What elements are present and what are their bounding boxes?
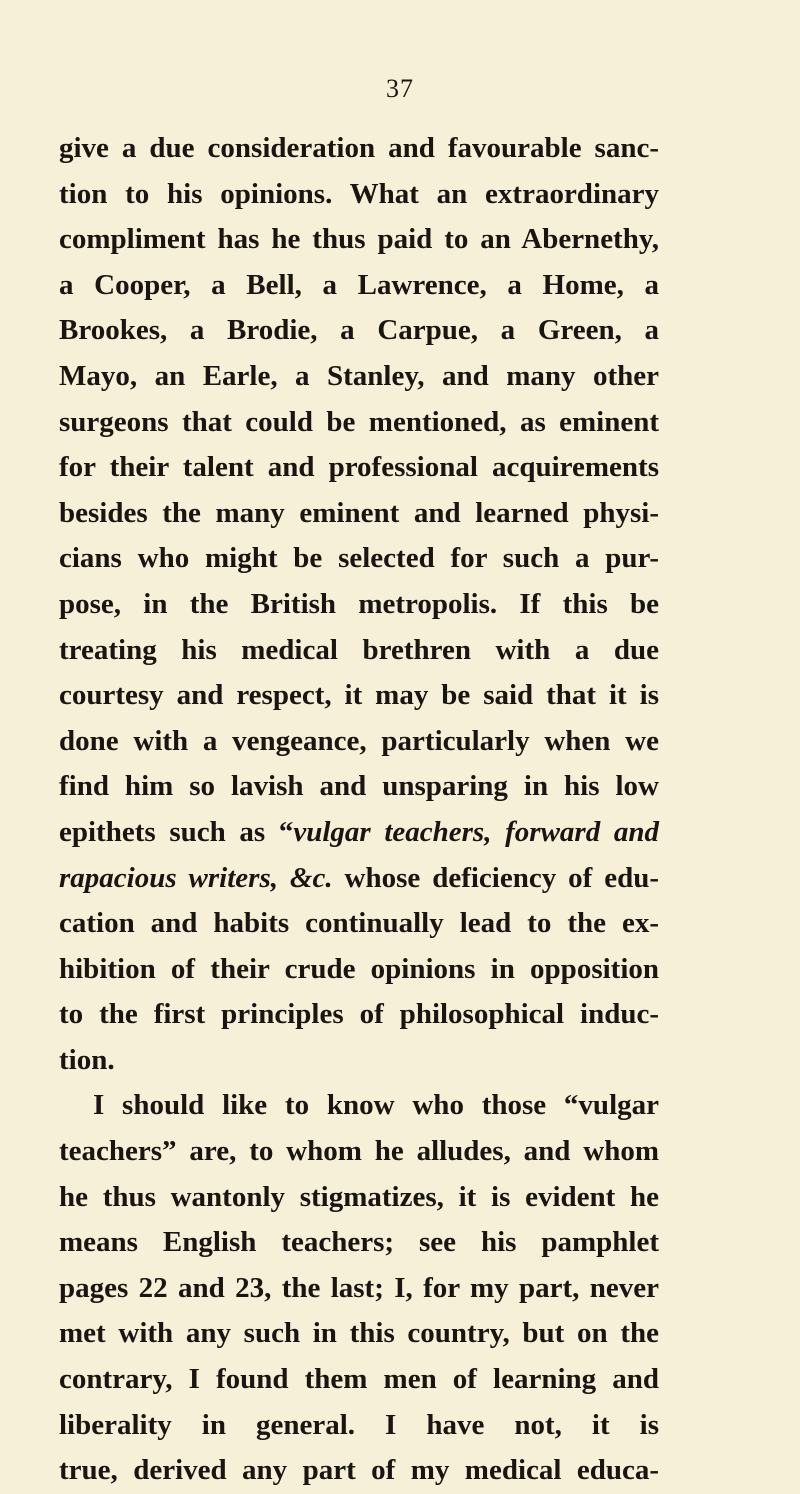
text-line bbox=[59, 1038, 659, 1084]
text-line bbox=[59, 172, 659, 218]
text-segment: pose, in the British metropolis. If this be bbox=[59, 587, 659, 620]
text-line bbox=[59, 1083, 659, 1129]
italic-text: vulgar teachers, forward and bbox=[293, 815, 659, 848]
text-segment: whose deficiency of edu- bbox=[332, 861, 660, 894]
text-segment: surgeons that could be mentioned, as eminent bbox=[59, 405, 659, 438]
text-line bbox=[59, 582, 659, 628]
text-segment: he thus wantonly stigmatizes, it is evident he bbox=[59, 1180, 659, 1213]
text-segment: give a due consideration and favourable sanc- bbox=[59, 132, 659, 164]
text-segment: courtesy and respect, it may be said that it is bbox=[59, 679, 659, 712]
text-line bbox=[59, 1448, 659, 1494]
text-segment: tion to his opinions. What an extraordinary bbox=[59, 177, 659, 210]
text-line bbox=[59, 263, 659, 309]
text-line bbox=[59, 673, 659, 719]
text-line bbox=[59, 536, 659, 582]
text-segment: cians who might be selected for such a pur- bbox=[59, 542, 659, 575]
text-segment: cation and habits continually lead to the ex- bbox=[59, 907, 659, 940]
text-segment: a Cooper, a Bell, a Lawrence, a Home, a bbox=[59, 268, 659, 301]
text-segment: to the first principles of philosophical induc- bbox=[59, 998, 659, 1031]
text-segment: I should like to know who those “vulgar bbox=[93, 1089, 659, 1122]
text-segment: means English teachers; see his pamphlet bbox=[59, 1226, 659, 1259]
text-segment: teachers” are, to whom he alludes, and whom bbox=[59, 1135, 659, 1168]
text-line bbox=[59, 1220, 659, 1266]
page-number: 37 bbox=[386, 74, 414, 103]
text-segment: for their talent and professional acquirements bbox=[59, 451, 659, 484]
body-text bbox=[59, 126, 659, 1494]
text-line bbox=[59, 764, 659, 810]
text-line bbox=[59, 491, 659, 537]
text-segment: pages 22 and 23, the last; I, for my part, never bbox=[59, 1271, 659, 1304]
text-segment: compliment has he thus paid to an Abernethy, bbox=[59, 223, 659, 256]
text-segment: liberality in general. I have not, it is bbox=[59, 1408, 659, 1441]
italic-text: rapacious writers, &c. bbox=[59, 861, 333, 894]
text-line bbox=[59, 445, 659, 491]
text-line bbox=[59, 217, 659, 263]
text-segment: done with a vengeance, particularly when we bbox=[59, 724, 659, 757]
text-segment: Brookes, a Brodie, a Carpue, a Green, a bbox=[59, 314, 659, 347]
text-segment: epithets such as “ bbox=[59, 815, 294, 848]
text-line bbox=[59, 901, 659, 947]
text-segment: treating his medical brethren with a due bbox=[59, 633, 659, 666]
text-segment: find him so lavish and unsparing in his low bbox=[59, 770, 659, 803]
text-line bbox=[59, 810, 659, 856]
text-segment: hibition of their crude opinions in opposition bbox=[59, 952, 659, 985]
text-line bbox=[59, 1357, 659, 1403]
text-line bbox=[59, 1266, 659, 1312]
text-line bbox=[59, 992, 659, 1038]
text-line bbox=[59, 1175, 659, 1221]
text-segment: tion. bbox=[59, 1043, 115, 1076]
text-line bbox=[59, 719, 659, 765]
text-line bbox=[59, 856, 659, 902]
text-line bbox=[59, 354, 659, 400]
text-segment: true, derived any part of my medical educa- bbox=[59, 1454, 659, 1487]
text-segment: met with any such in this country, but on the bbox=[59, 1317, 659, 1350]
text-segment: Mayo, an Earle, a Stanley, and many other bbox=[59, 359, 659, 392]
text-line bbox=[59, 1129, 659, 1175]
text-line bbox=[59, 1403, 659, 1449]
text-line bbox=[59, 1311, 659, 1357]
text-segment: besides the many eminent and learned physi- bbox=[59, 496, 659, 529]
text-line bbox=[59, 947, 659, 993]
text-line bbox=[59, 308, 659, 354]
text-segment: contrary, I found them men of learning and bbox=[59, 1363, 659, 1396]
text-line bbox=[59, 628, 659, 674]
text-line bbox=[59, 126, 659, 172]
text-line bbox=[59, 400, 659, 446]
